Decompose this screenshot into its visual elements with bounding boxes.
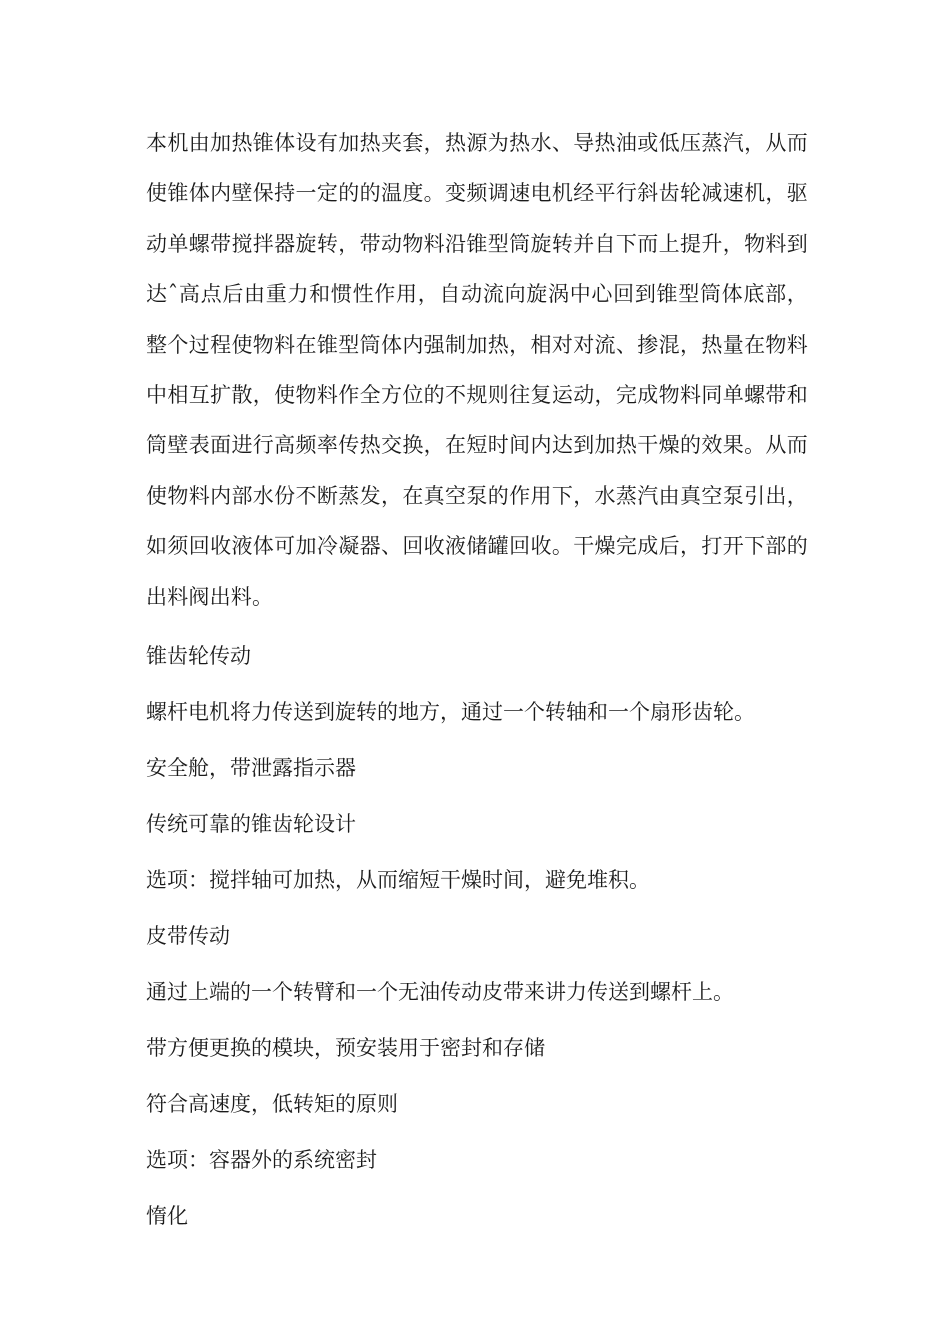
text-line: 带方便更换的模块，预安装用于密封和存储 (146, 1036, 545, 1061)
text-line: 选项：容器外的系统密封 (146, 1148, 377, 1173)
text-line: 安全舱，带泄露指示器 (146, 756, 356, 781)
heading-bevel-gear-drive: 锥齿轮传动 (146, 644, 251, 669)
text-line: 传统可靠的锥齿轮设计 (146, 812, 356, 837)
main-paragraph: 本机由加热锥体设有加热夹套，热源为热水、导热油或低压蒸汽，从而使锥体内壁保持一定的的温度。变频调速电机经平行斜齿轮减速机，驱动单螺带搅拌器旋转，带动物料沿锥型筒旋转并自下而上提升，物料到达ˆ高点后由重力和惯性作用，自动流向旋涡中心回到锥型筒体底部，整个过程使物料在锥型筒体内强制加热，相对对流、掺混，热量在物料中相互扩散，使物料作全方位的不规则往复运动，完成物料同单螺带和筒壁表面进行高频率传热交换，在短时间内达到加热干燥的效果。从而使物料内部水份不断蒸发，在真空泵的作用下，水蒸汽由真空泵引出，如须回收液体可加冷凝器、回收液储罐回收。干燥完成后，打开下部的出料阀出料。 (146, 131, 808, 609)
text-line: 螺杆电机将力传送到旋转的地方，通过一个转轴和一个扇形齿轮。 (146, 700, 755, 725)
text-line: 选项：搅拌轴可加热，从而缩短干燥时间，避免堆积。 (146, 868, 650, 893)
text-line: 符合高速度，低转矩的原则 (146, 1092, 398, 1117)
text-line: 通过上端的一个转臂和一个无油传动皮带来讲力传送到螺杆上。 (146, 980, 734, 1005)
document-body (146, 118, 808, 1231)
heading-belt-drive: 皮带传动 (146, 924, 230, 949)
heading-inerting: 惰化 (146, 1204, 188, 1229)
